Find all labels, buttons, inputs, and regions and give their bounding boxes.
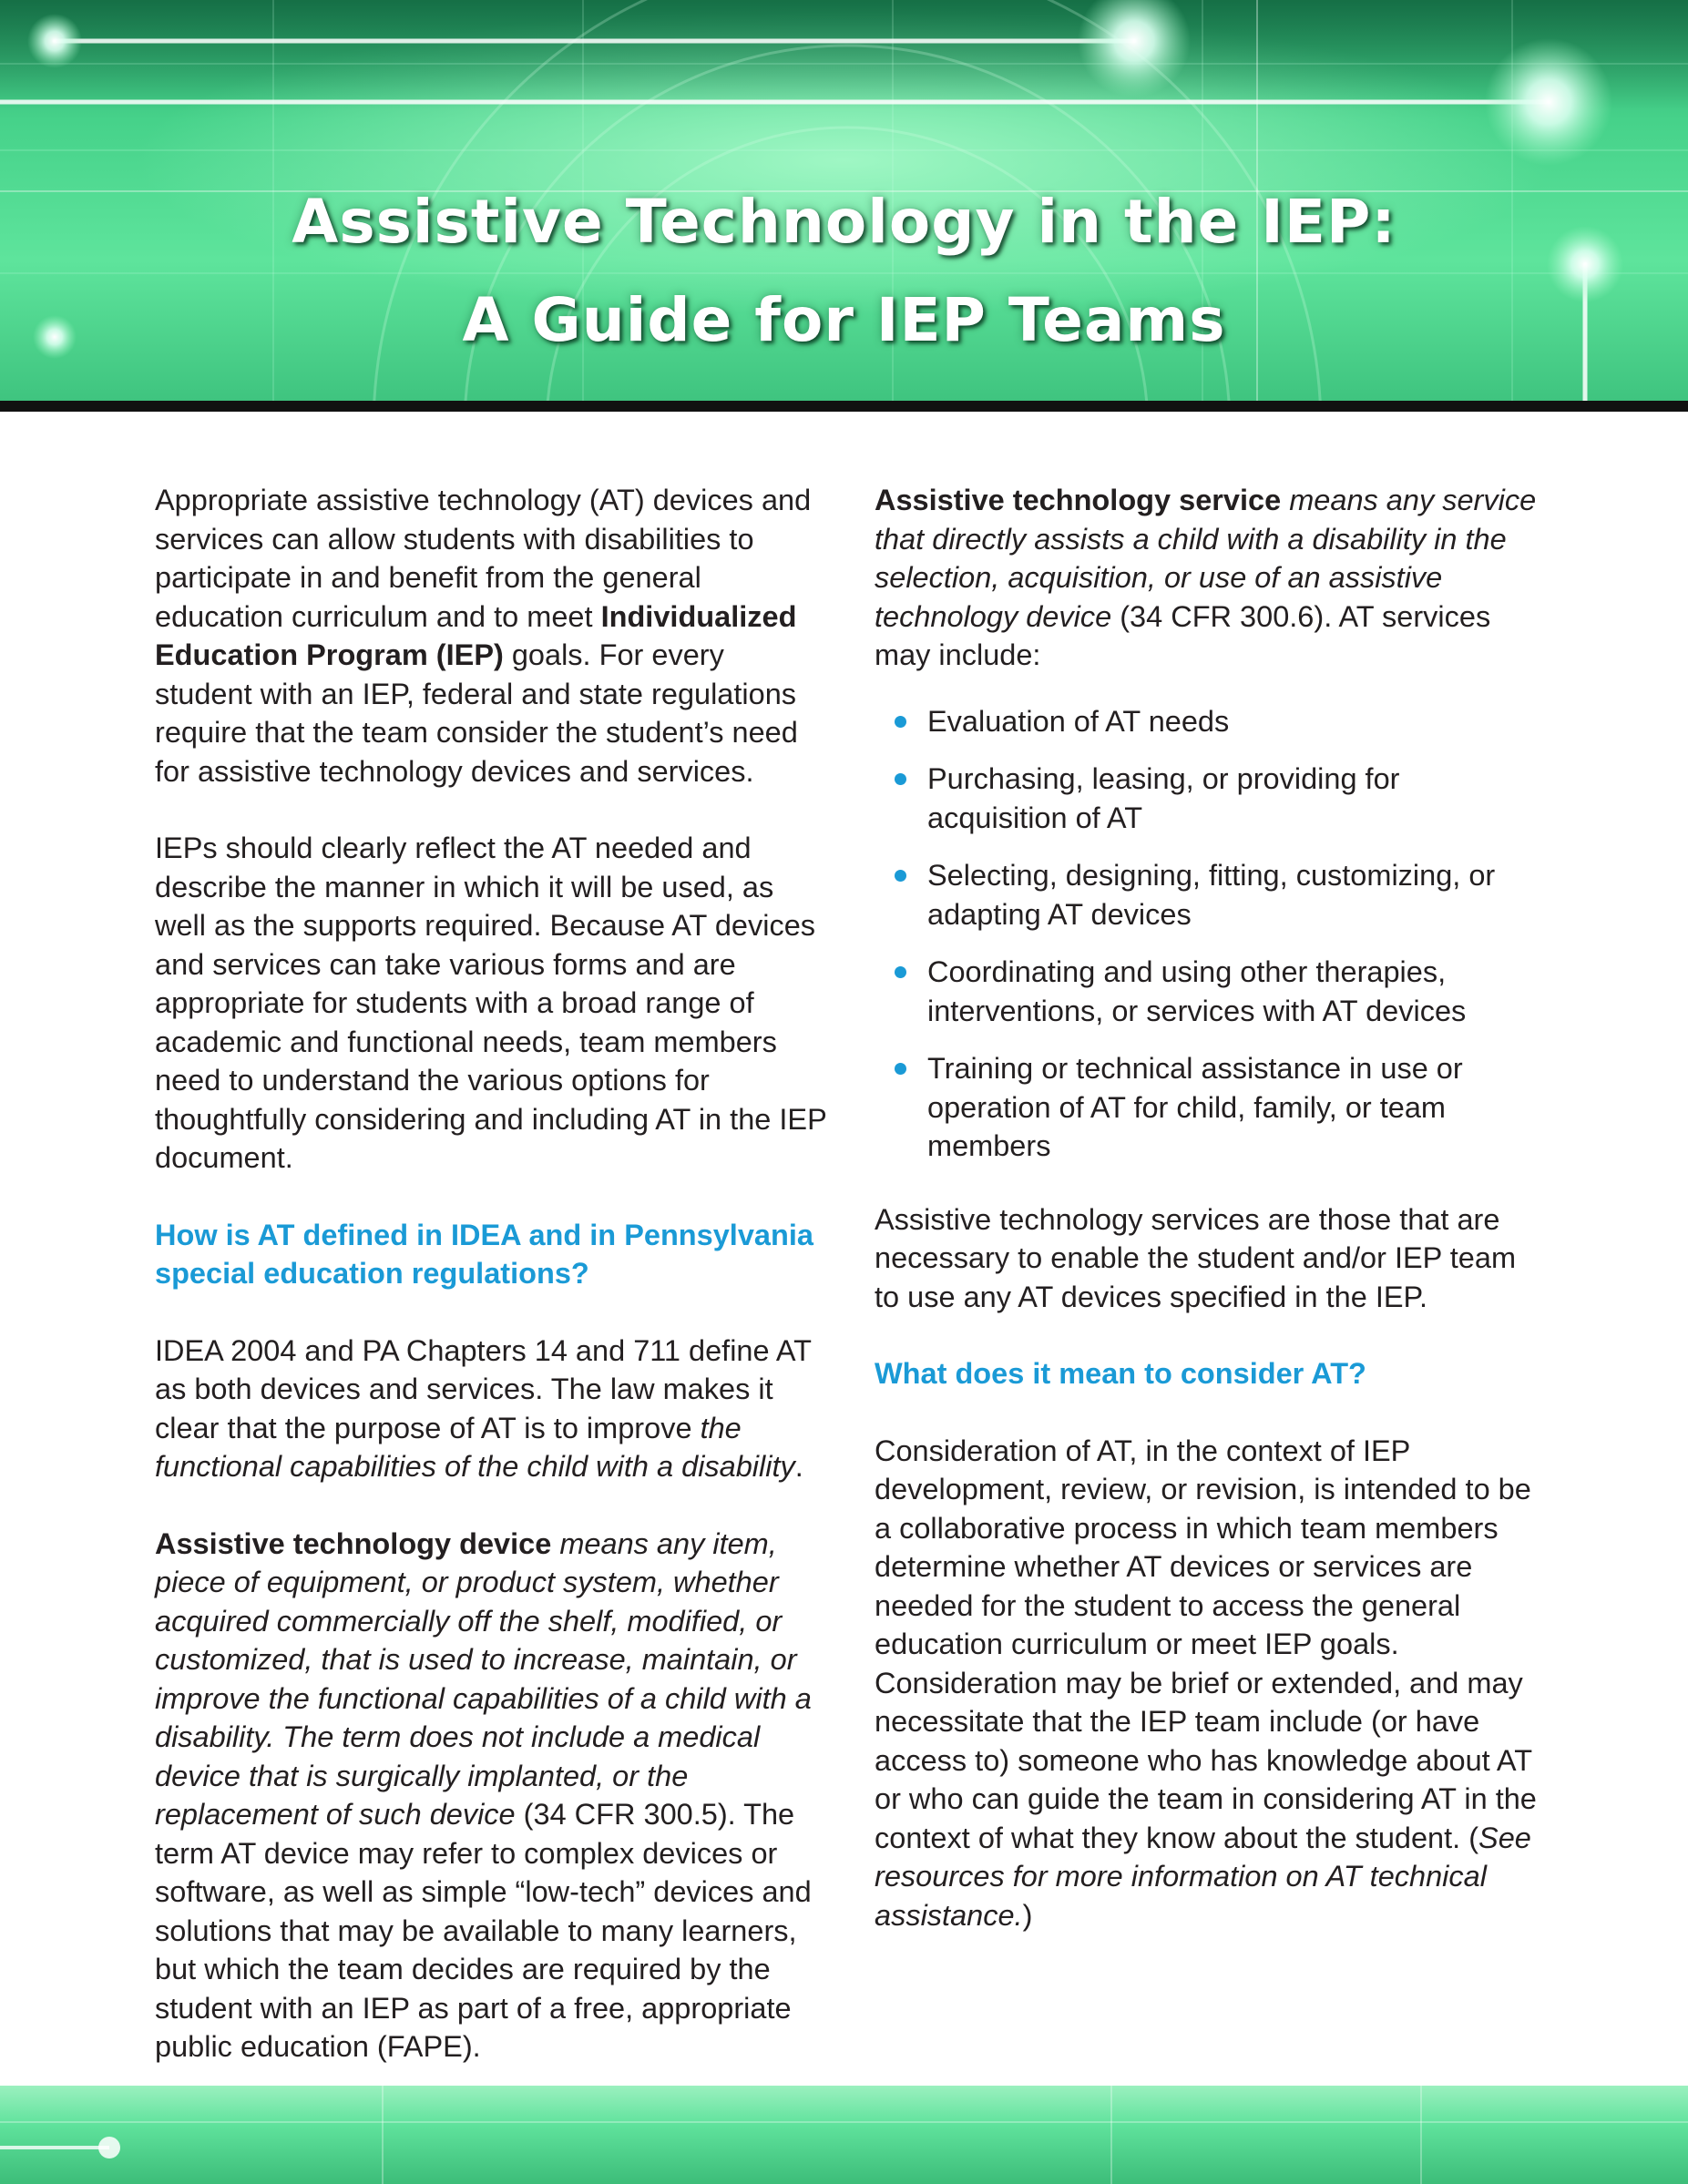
bullet-dot-icon [895, 1063, 906, 1075]
service-text-rest: (34 CFR 300.6). AT services may include: [875, 599, 1491, 671]
circuit-footer-graphic [0, 2086, 1688, 2184]
service-term: Assistive technology service [875, 484, 1282, 516]
list-item [875, 760, 1540, 837]
services-necessity-paragraph: Assistive technology services are those that are necessary to enable the student and/or IEP team to use any AT devices specified in the IEP. [875, 1202, 1517, 1313]
consideration-text: Consideration of AT, in the context of IEP development, review, or revision, is intended to be a collaborative process in which team members determine whether AT devices or services are needed for the student to access the general education curriculum or meet IEP goals. Consideration may be brief or extended, and may necessitate that the IEP team include (or have access to) someone who has knowledge about AT or who can guide the team in considering AT in the context of what they know about the student. ( [875, 1434, 1537, 1854]
service-definition: means any service that directly assists a child with a disability in the selection, acquisition, or use of an assistive technology device [875, 484, 1537, 633]
bullet-dot-icon [895, 870, 906, 882]
bullet-dot-icon [895, 716, 906, 728]
right-column [875, 481, 1540, 1973]
list-item [875, 1049, 1540, 1166]
idea-text-end: . [794, 1450, 803, 1483]
page-title [0, 173, 1688, 370]
footer-band [0, 2086, 1688, 2184]
title-line-1: Assistive Technology in the IEP: [292, 187, 1396, 257]
resources-italic-text: See resources for more information on AT technical assistance. [875, 1821, 1531, 1932]
idea-text: IDEA 2004 and PA Chapters 14 and 711 define AT as both devices and services. The law makes it clear that the purpose of AT is to improve [155, 1333, 812, 1444]
service-definition-paragraph [875, 481, 1540, 675]
left-column [155, 481, 829, 2105]
list-item-text: Selecting, designing, fitting, customizing, or adapting AT devices [927, 859, 1496, 931]
device-definition-paragraph [155, 1525, 829, 2067]
header-divider [0, 401, 1688, 412]
bullet-dot-icon [895, 966, 906, 978]
bullet-dot-icon [895, 773, 906, 785]
device-text-rest: (34 CFR 300.5). The term AT device may refer to complex devices or software, as well as simple “low-tech” devices and solutions that may be available to many learners, but which the team decides are required by the student with an IEP as part of a free, appropriate public education (FAPE). [155, 1798, 812, 2063]
idea-italic-text: the functional capabilities of the child with a disability [155, 1411, 795, 1483]
idea-paragraph [155, 1332, 829, 1486]
device-definition: means any item, piece of equipment, or product system, whether acquired commercially off the shelf, modified, or customized, that is used to increase, maintain, or improve the functional capabilities of a child with a disability. The term does not include a medical device that is surgically implanted, or the replacement of such device [155, 1526, 812, 1831]
list-item [875, 856, 1540, 934]
at-services-list [875, 702, 1540, 1166]
iep-term: Individualized Education Program (IEP) [155, 599, 797, 671]
list-item [875, 953, 1540, 1030]
intro-text-rest: goals. For every student with an IEP, federal and state regulations require that the team consider the student’s need for assistive technology devices and services. [155, 638, 798, 788]
list-item-text: Training or technical assistance in use or operation of AT for child, family, or team members [927, 1052, 1463, 1162]
list-item-text: Coordinating and using other therapies, interventions, or services with AT devices [927, 955, 1467, 1027]
device-term: Assistive technology device [155, 1526, 552, 1560]
section-heading-consider-at: What does it mean to consider AT? [875, 1357, 1366, 1390]
list-item-text: Evaluation of AT needs [927, 704, 1230, 738]
list-item [875, 702, 1540, 741]
header-banner [0, 0, 1688, 401]
intro-paragraph [155, 481, 829, 791]
consideration-paragraph [875, 1432, 1540, 1935]
consideration-text-end: ) [1022, 1898, 1033, 1932]
section-heading-at-definition: How is AT defined in IDEA and in Pennsylvania special education regulations? [155, 1218, 813, 1290]
intro-text: Appropriate assistive technology (AT) devices and services can allow students with disabilities to participate in and benefit from the general education curriculum and to meet [155, 484, 812, 633]
title-line-2: A Guide for IEP Teams [462, 285, 1226, 355]
list-item-text: Purchasing, leasing, or providing for acquisition of AT [927, 762, 1400, 834]
iep-reflection-paragraph: IEPs should clearly reflect the AT needed and describe the manner in which it will be used, as well as the supports required. Because AT devices and services can take various forms and are appropriate for students with a broad range of academic and functional needs, team members need to understand the various options for thoughtfully considering and including AT in the IEP document. [155, 832, 827, 1174]
